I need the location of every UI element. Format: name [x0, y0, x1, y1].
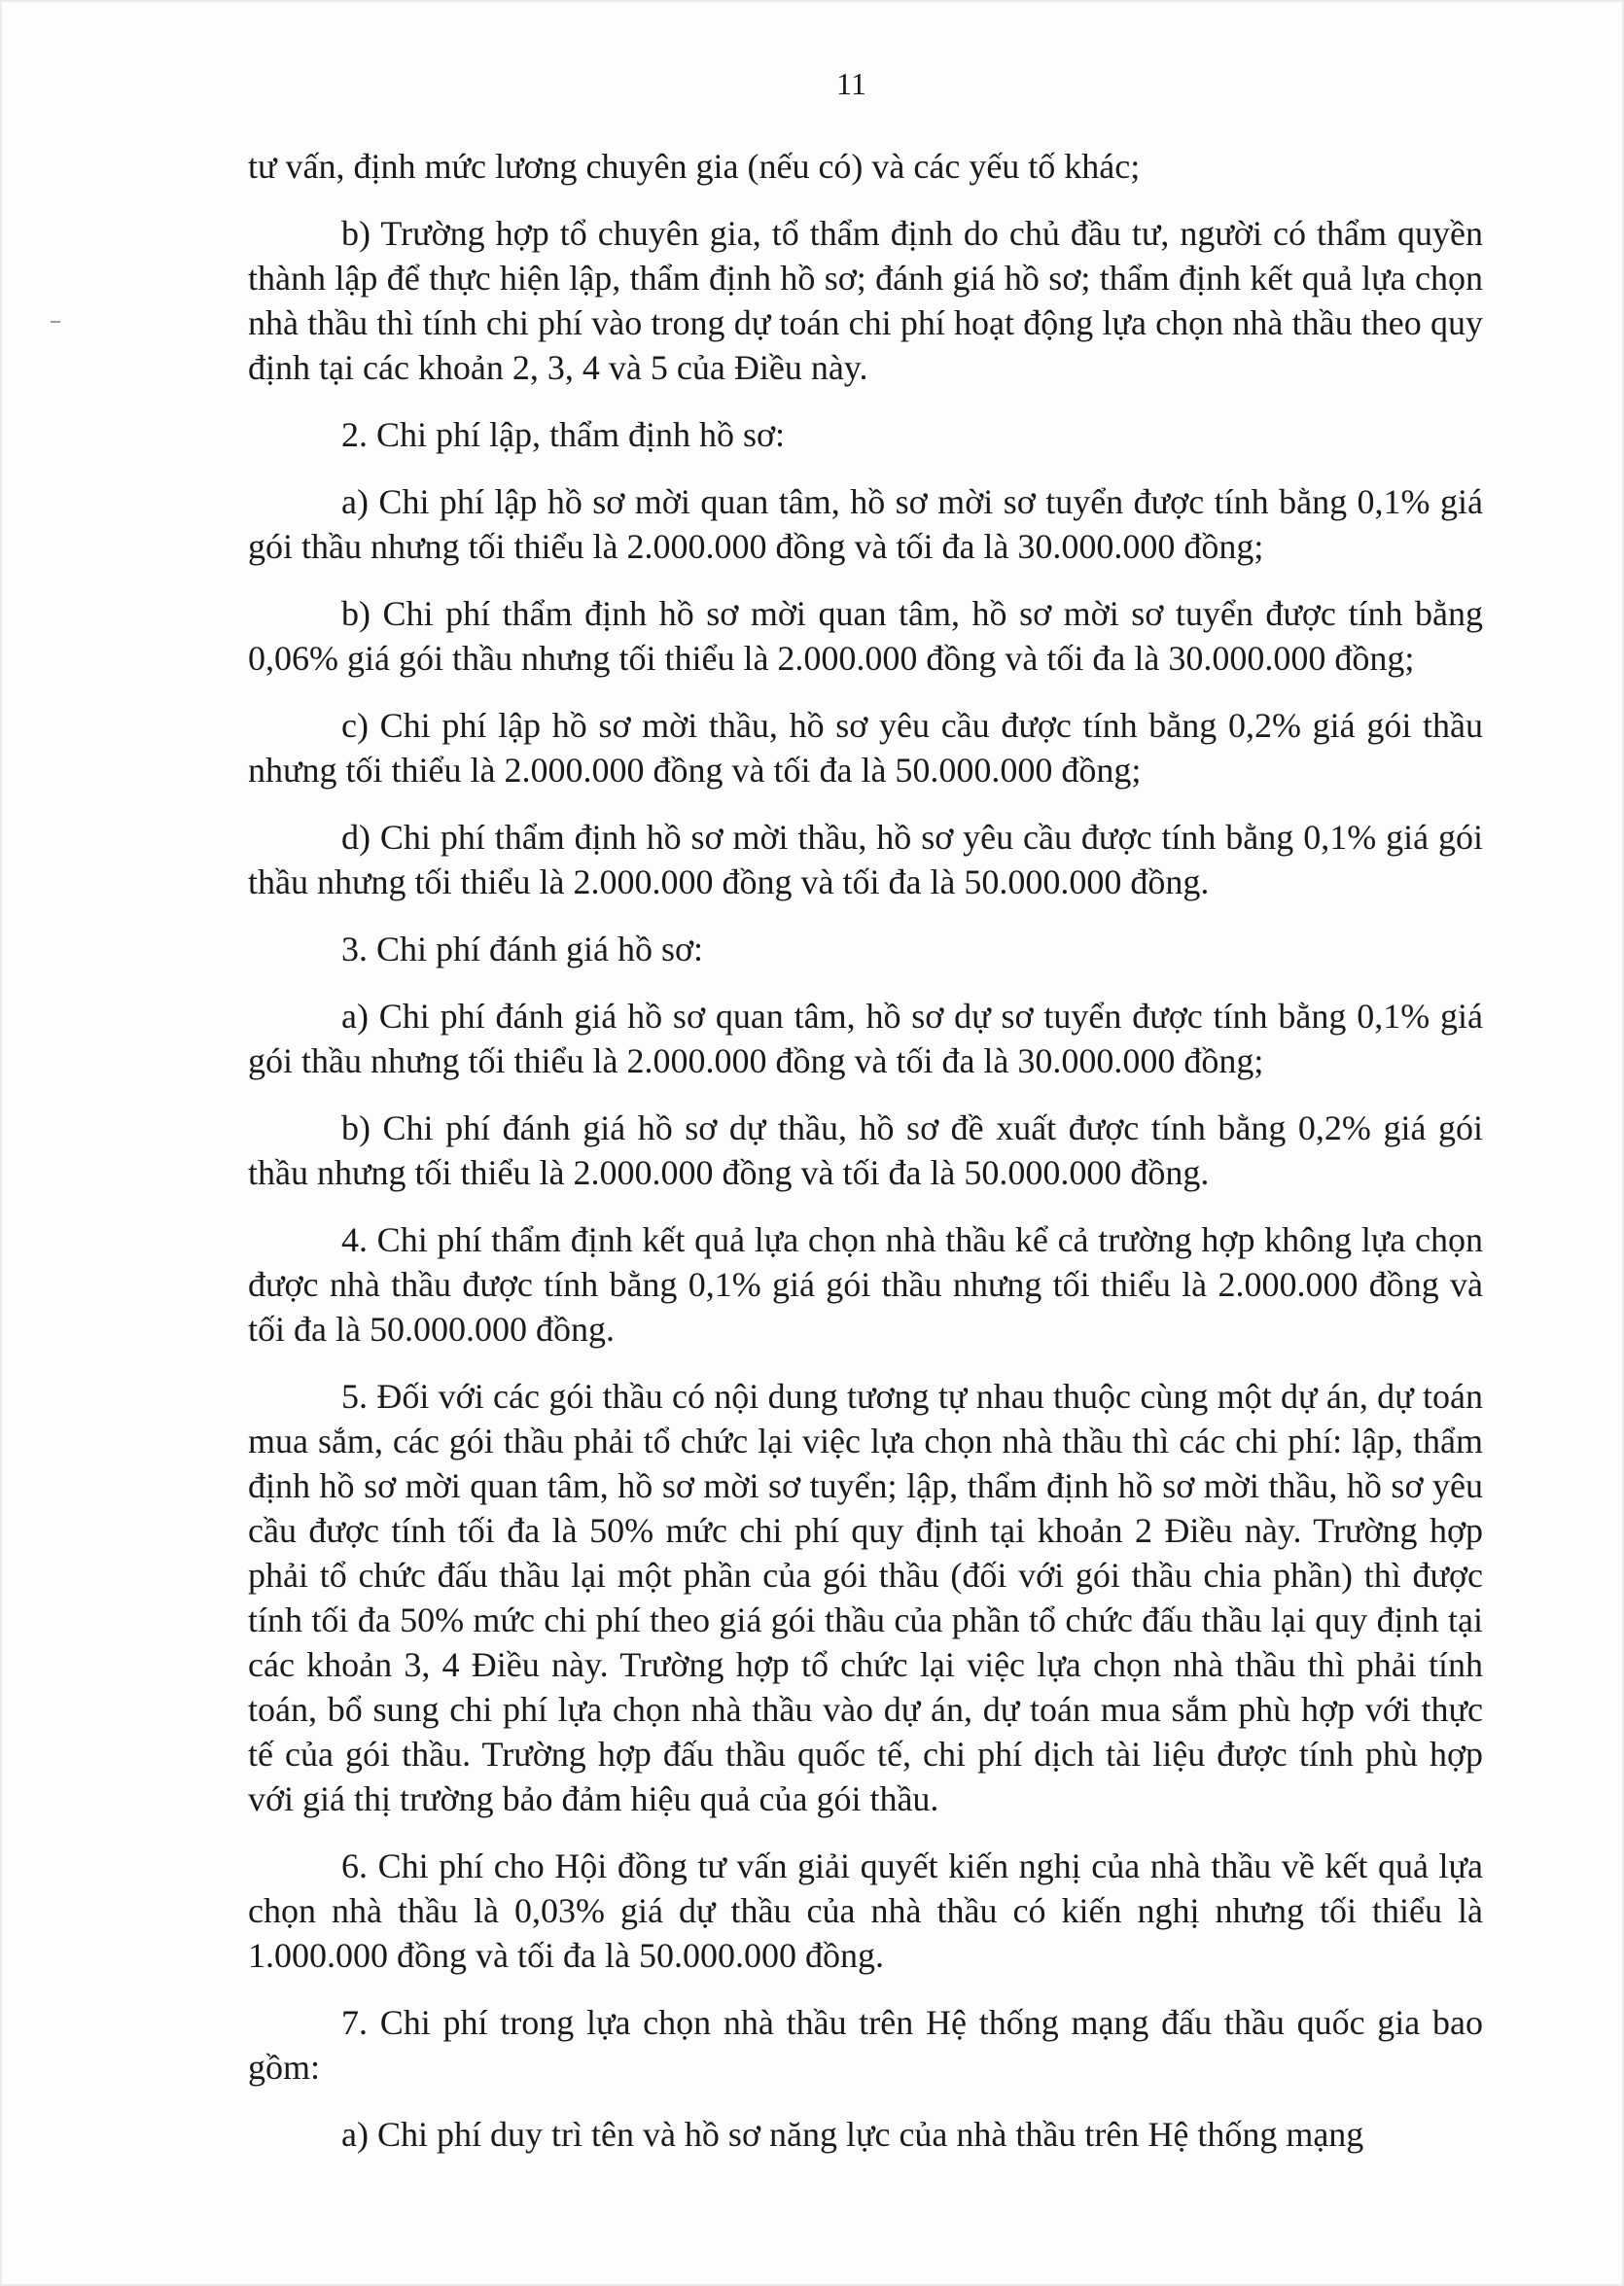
paragraph-section-7: 7. Chi phí trong lựa chọn nhà thầu trên Hệ thống mạng đấu thầu quốc gia bao gồm: [248, 2003, 1483, 2087]
heading-section-2: 2. Chi phí lập, thẩm định hồ sơ: [341, 415, 786, 454]
paragraph-section-5: 5. Đối với các gói thầu có nội dung tương tự nhau thuộc cùng một dự án, dự toán mua sắm, các gói thầu phải tổ chức lại việc lựa chọn nhà thầu thì các chi phí: lập, thẩm định hồ sơ mời quan tâm, hồ sơ mời sơ tuyển; lập, thẩm định hồ sơ mời thầu, hồ sơ yêu cầu được tính tối đa là 50% mức chi phí quy định tại khoản 2 Điều này. Trường hợp phải tổ chức đấu thầu lại một phần của gói thầu (đối với gói thầu chia phần) thì được tính tối đa 50% mức chi phí theo giá gói thầu của phần tổ chức đấu thầu lại quy định tại các khoản 3, 4 Điều này. Trường hợp tổ chức lại việc lựa chọn nhà thầu thì phải tính toán, bổ sung chi phí lựa chọn nhà thầu vào dự án, dự toán mua sắm phù hợp với thực tế của gói thầu. Trường hợp đấu thầu quốc tế, chi phí dịch tài liệu được tính phù hợp với giá thị trường bảo đảm hiệu quả của gói thầu. [248, 1377, 1483, 1818]
paragraph-section-4: 4. Chi phí thẩm định kết quả lựa chọn nhà thầu kể cả trường hợp không lựa chọn được nhà thầu được tính bằng 0,1% giá gói thầu nhưng tối thiểu là 2.000.000 đồng và tối đa là 50.000.000 đồng. [248, 1220, 1483, 1349]
paragraph-2c: c) Chi phí lập hồ sơ mời thầu, hồ sơ yêu cầu được tính bằng 0,2% giá gói thầu nhưng tối thiểu là 2.000.000 đồng và tối đa là 50.000.000 đồng; [248, 706, 1483, 790]
paragraph-section-6: 6. Chi phí cho Hội đồng tư vấn giải quyết kiến nghị của nhà thầu về kết quả lựa chọn nhà thầu là 0,03% giá dự thầu của nhà thầu có kiến nghị nhưng tối thiểu là 1.000.000 đồng và tối đa là 50.000.000 đồng. [248, 1846, 1483, 1975]
scan-mark [51, 321, 60, 323]
paragraph-3a: a) Chi phí đánh giá hồ sơ quan tâm, hồ sơ dự sơ tuyển được tính bằng 0,1% giá gói thầu nhưng tối thiểu là 2.000.000 đồng và tối đa là 30.000.000 đồng; [248, 997, 1483, 1080]
paragraph-continuation: tư vấn, định mức lương chuyên gia (nếu có) và các yếu tố khác; [248, 147, 1141, 186]
paragraph-2a: a) Chi phí lập hồ sơ mời quan tâm, hồ sơ mời sơ tuyển được tính bằng 0,1% giá gói thầu nhưng tối thiểu là 2.000.000 đồng và tối đa là 30.000.000 đồng; [248, 482, 1483, 566]
page-number: 11 [836, 66, 866, 101]
paragraph-2d: d) Chi phí thẩm định hồ sơ mời thầu, hồ sơ yêu cầu được tính bằng 0,1% giá gói thầu nhưng tối thiểu là 2.000.000 đồng và tối đa là 50.000.000 đồng. [248, 818, 1483, 901]
paragraph-7a: a) Chi phí duy trì tên và hồ sơ năng lực của nhà thầu trên Hệ thống mạng [341, 2115, 1364, 2154]
document-body [248, 144, 1483, 2179]
heading-section-3: 3. Chi phí đánh giá hồ sơ: [341, 930, 704, 968]
paragraph-3b: b) Chi phí đánh giá hồ sơ dự thầu, hồ sơ đề xuất được tính bằng 0,2% giá gói thầu nhưng tối thiểu là 2.000.000 đồng và tối đa là 50.000.000 đồng. [248, 1108, 1483, 1192]
paragraph-2b: b) Chi phí thẩm định hồ sơ mời quan tâm, hồ sơ mời sơ tuyển được tính bằng 0,06% giá gói thầu nhưng tối thiểu là 2.000.000 đồng và tối đa là 30.000.000 đồng; [248, 594, 1483, 678]
paragraph-1b: b) Trường hợp tổ chuyên gia, tổ thẩm định do chủ đầu tư, người có thẩm quyền thành lập để thực hiện lập, thẩm định hồ sơ; đánh giá hồ sơ; thẩm định kết quả lựa chọn nhà thầu thì tính chi phí vào trong dự toán chi phí hoạt động lựa chọn nhà thầu theo quy định tại các khoản 2, 3, 4 và 5 của Điều này. [248, 214, 1483, 387]
